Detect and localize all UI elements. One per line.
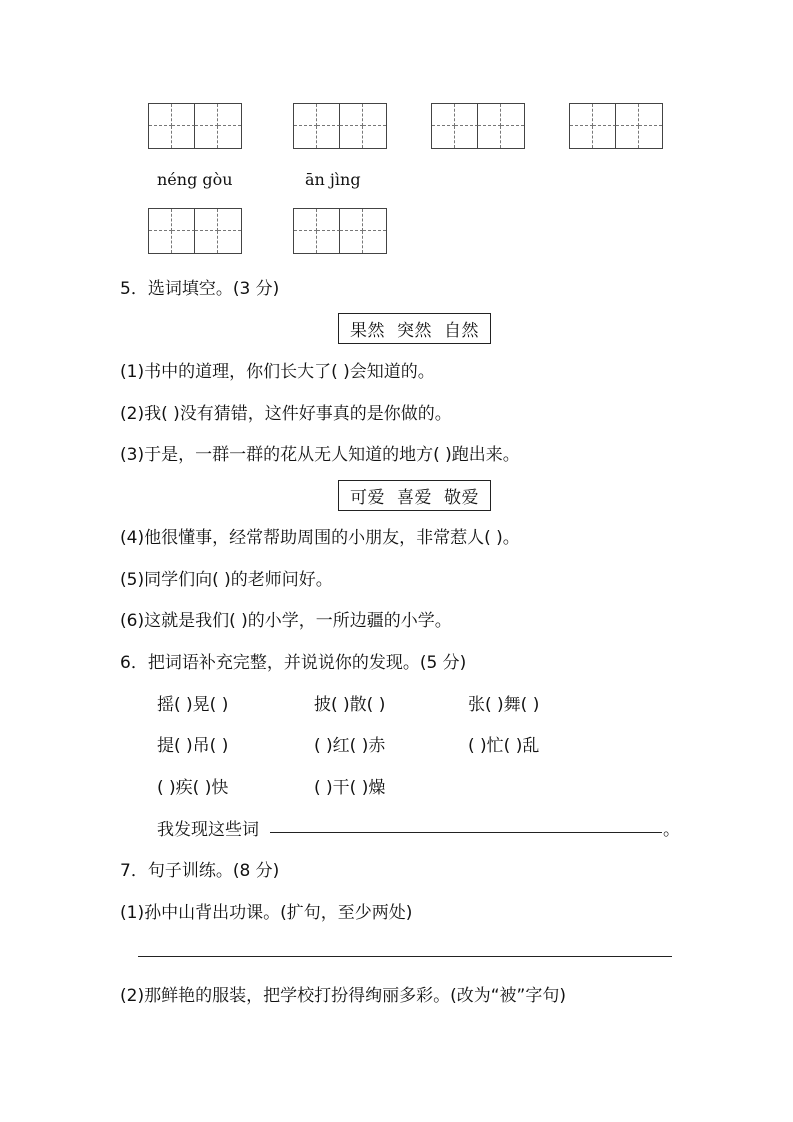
question-5-title: 5．选词填空。(3 分) [120,279,280,299]
writing-grid[interactable] [293,103,387,149]
fill-blank-item[interactable]: (6)这就是我们( )的小学，一所边疆的小学。 [120,611,452,631]
fill-blank-item[interactable]: (4)他很懂事，经常帮助周围的小朋友，非常惹人( )。 [120,528,520,548]
writing-grid[interactable] [569,103,663,149]
idiom-blank[interactable]: ( )红( )赤 [314,736,386,756]
writing-grid[interactable] [293,208,387,254]
word-choice: 突然 [397,321,432,341]
idiom-blank[interactable]: ( )忙( )乱 [468,736,540,756]
fill-blank-item[interactable]: (5)同学们向( )的老师问好。 [120,570,333,590]
idiom-blank[interactable]: 张( )舞( ) [468,695,540,715]
pinyin-label: néng gòu [157,170,233,189]
idiom-blank[interactable]: ( )干( )燥 [314,778,386,798]
word-choice: 喜爱 [397,488,432,508]
writing-grid[interactable] [431,103,525,149]
idiom-blank[interactable]: 披( )散( ) [314,695,386,715]
question-6-title: 6．把词语补充完整，并说说你的发现。(5 分) [120,653,467,673]
sentence-item: (1)孙中山背出功课。(扩句，至少两处) [120,903,413,923]
writing-grid[interactable] [148,208,242,254]
idiom-blank[interactable]: 摇( )晃( ) [157,695,229,715]
word-choice: 果然 [350,321,385,341]
word-choice-box [338,313,491,344]
discovery-label: 我发现这些词 [157,820,259,840]
fill-blank-item[interactable]: (3)于是，一群一群的花从无人知道的地方( )跑出来。 [120,445,520,465]
answer-line[interactable] [138,956,672,957]
question-7-title: 7．句子训练。(8 分) [120,861,280,881]
word-choice-box [338,480,491,511]
idiom-blank[interactable]: 提( )吊( ) [157,736,229,756]
idiom-blank[interactable]: ( )疾( )快 [157,778,229,798]
discovery-period: 。 [663,820,680,840]
word-choice: 敬爱 [444,488,479,508]
pinyin-label: ān jìng [305,170,361,189]
sentence-item: (2)那鲜艳的服装，把学校打扮得绚丽多彩。(改为“被”字句) [120,986,566,1006]
discovery-answer-line[interactable] [270,832,662,833]
word-choice: 自然 [444,321,479,341]
writing-grid[interactable] [148,103,242,149]
fill-blank-item[interactable]: (2)我( )没有猜错，这件好事真的是你做的。 [120,404,452,424]
word-choice: 可爱 [350,488,385,508]
fill-blank-item[interactable]: (1)书中的道理，你们长大了( )会知道的。 [120,362,435,382]
